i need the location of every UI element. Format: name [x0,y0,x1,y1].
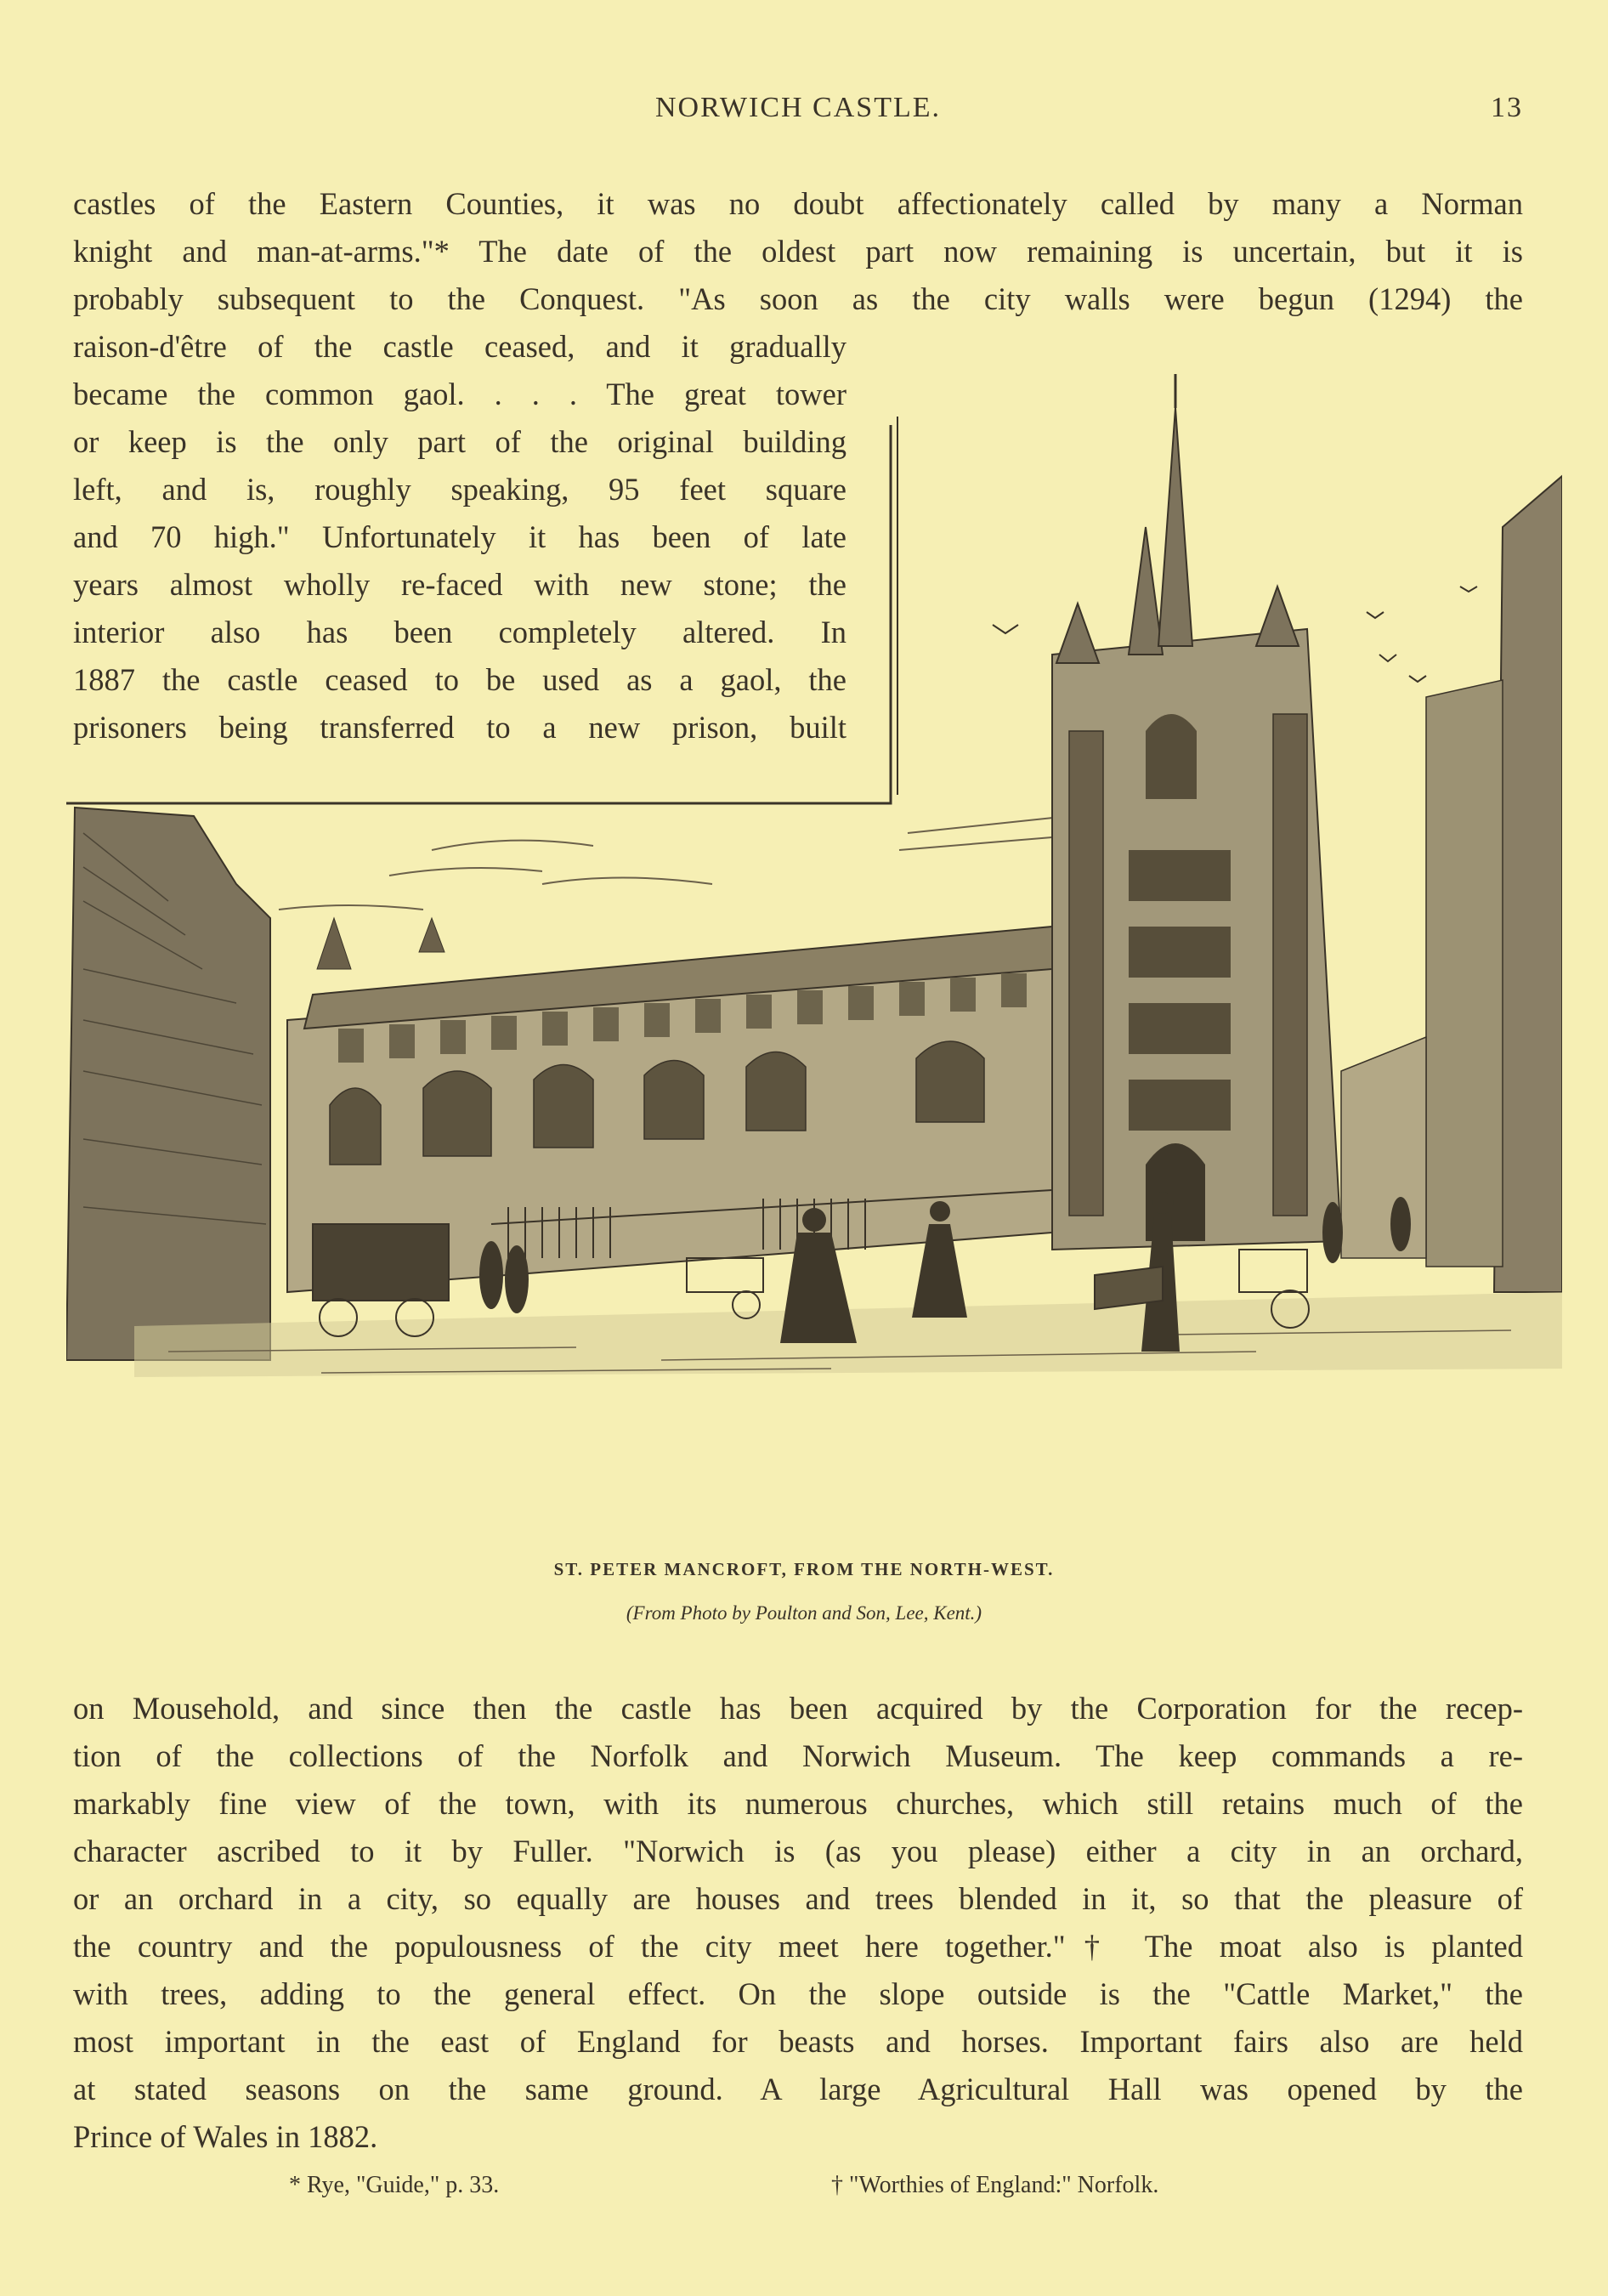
text-line: tion of the collections of the Norfolk and Norwich Museum. The keep commands a re- [73,1738,1523,1773]
text-line: became the common gaol. . . . The great tower [73,377,846,411]
text-line: Prince of Wales in 1882. [73,2119,378,2154]
paragraph-1 [73,180,1523,323]
text-line: 1887 the castle ceased to be used as a gaol, the [73,662,846,697]
text-line: markably fine view of the town, with its numerous churches, which still retains much of the [73,1786,1523,1821]
running-head [73,92,1523,133]
text-line: knight and man-at-arms."* The date of the oldest part now remaining is uncertain, but it is [73,234,1523,269]
paragraph-3 [73,1685,1523,2161]
text-line: at stated seasons on the same ground. A large Agricultural Hall was opened by the [73,2072,1523,2106]
text-line: years almost wholly re-faced with new stone; the [73,567,846,602]
text-line: or keep is the only part of the original building [73,424,846,459]
text-line: raison-d'être of the castle ceased, and it gradually [73,329,846,364]
figure-caption: ST. PETER MANCROFT, FROM THE NORTH-WEST. [553,1559,1055,1579]
figure-credit: (From Photo by Poulton and Son, Lee, Kent.) [626,1602,982,1624]
text-line: on Mousehold, and since then the castle has been acquired by the Corporation for the recep- [73,1691,1523,1726]
text-line: interior also has been completely altered. In [73,615,846,649]
text-line: most important in the east of England for beasts and horses. Important fairs also are held [73,2024,1523,2059]
text-line: prisoners being transferred to a new prison, built [73,710,846,745]
text-line: the country and the populousness of the city meet here together."† The moat also is planted [73,1929,1523,1964]
page-number: 13 [1491,92,1523,123]
text-line: or an orchard in a city, so equally are houses and trees blended in it, so that the pleasure of [73,1881,1523,1916]
text-line: left, and is, roughly speaking, 95 feet square [73,472,846,507]
church-engraving [66,374,1562,1547]
text-line: character ascribed to it by Fuller. "Norwich is (as you please) either a city in an orchard, [73,1834,1523,1868]
footnote-2: † "Worthies of England:" Norfolk. [831,2172,1159,2198]
engraving-illustration [66,374,1562,1547]
running-title: NORWICH CASTLE. [655,92,941,123]
text-line: probably subsequent to the Conquest. "As soon as the city walls were begun (1294) the [73,281,1523,316]
text-line: castles of the Eastern Counties, it was no doubt affectionately called by many a Norman [73,186,1523,221]
text-line: with trees, adding to the general effect. On the slope outside is the "Cattle Market," the [73,1976,1523,2011]
text-line: and 70 high." Unfortunately it has been of late [73,519,846,554]
footnote-1: * Rye, "Guide," p. 33. [289,2172,500,2198]
